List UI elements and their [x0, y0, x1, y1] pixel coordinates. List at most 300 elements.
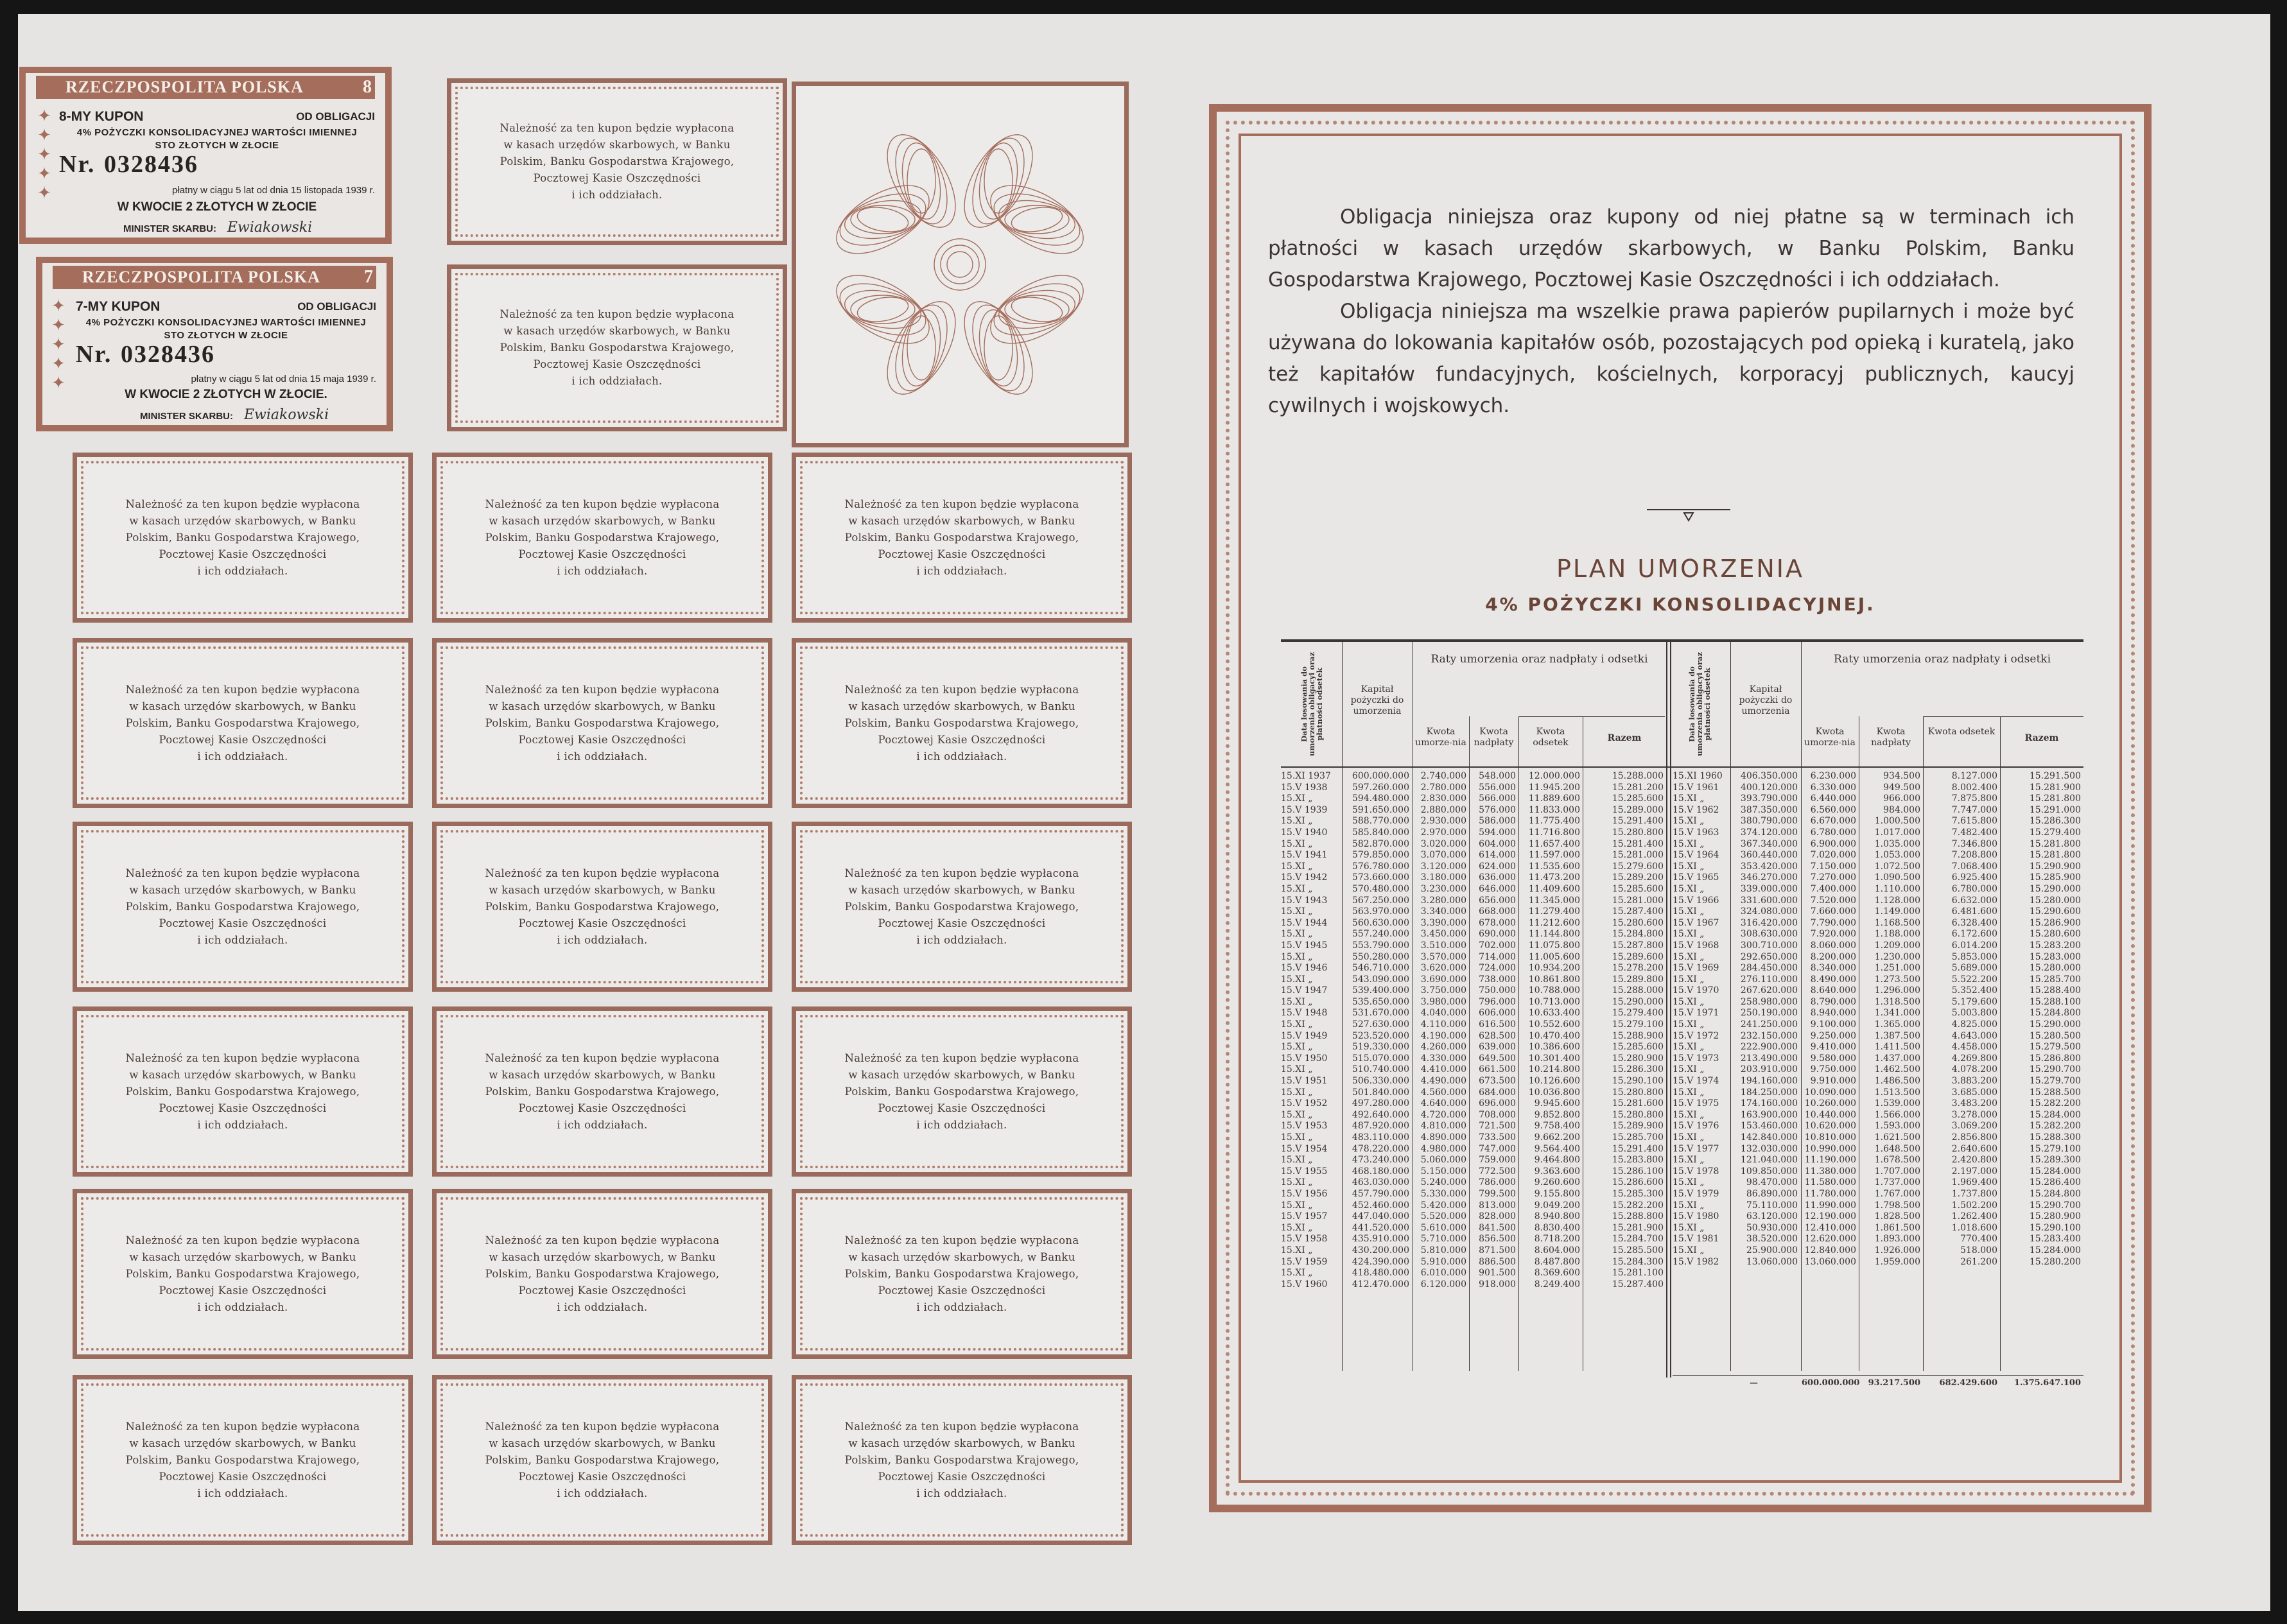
table-cell: 518.000 [1960, 1245, 1997, 1256]
coupon-stub-line: Pocztowej Kasie Oszczędności [878, 1284, 1046, 1297]
table-cell: 9.945.600 [1534, 1098, 1580, 1109]
table-cell: 4.490.000 [1420, 1076, 1466, 1087]
table-cell: 15.280.000 [2029, 963, 2081, 974]
table-cell: 934.500 [1883, 771, 1920, 781]
table-cell: 7.875.800 [1951, 793, 1997, 804]
table-cell: 463.030.000 [1352, 1177, 1409, 1188]
table-cell: 1.737.000 [1874, 1177, 1920, 1188]
col-left-odsetki [1519, 771, 1580, 1290]
coupon-stub [432, 638, 772, 808]
table-cell: 15.289.800 [1612, 974, 1664, 985]
table-cell: 10.214.800 [1528, 1064, 1580, 1075]
header-razem: Razem [1607, 733, 1642, 743]
table-cell: 15.281.000 [1612, 850, 1664, 861]
coupon-stub-text [437, 865, 768, 949]
table-cell: 15.XI „ [1281, 951, 1313, 962]
table-cell: 616.500 [1479, 1019, 1516, 1030]
guilloche-ornament [792, 82, 1129, 447]
header-raty: Raty umorzenia oraz nadpłaty i odsetki [1430, 653, 1648, 666]
table-cell: 284.450.000 [1740, 963, 1798, 974]
table-cell: 222.900.000 [1740, 1042, 1798, 1053]
table-cell: 15.V 1981 [1673, 1234, 1719, 1245]
table-cell: 15.V 1944 [1281, 917, 1328, 928]
coupon-stub [73, 1189, 413, 1359]
table-cell: 15.V 1964 [1673, 850, 1719, 861]
table-cell: 406.350.000 [1740, 771, 1798, 781]
coupon-stub-line: Polskim, Banku Gospodarstwa Krajowego, [844, 900, 1079, 913]
coupon-stub-line: Pocztowej Kasie Oszczędności [159, 733, 327, 746]
coupon-stub-line: Polskim, Banku Gospodarstwa Krajowego, [844, 716, 1079, 729]
table-cell: 708.000 [1479, 1109, 1516, 1120]
coupon-stub-line: i ich oddziałach. [571, 189, 663, 201]
table-cell: 492.640.000 [1352, 1109, 1409, 1120]
table-cell: 15.V 1974 [1673, 1076, 1719, 1087]
table-cell: 2.420.800 [1951, 1155, 1997, 1166]
table-cell: 770.400 [1960, 1234, 1997, 1245]
coupon-stub-line: Należność za ten kupon będzie wypłacona [125, 1234, 360, 1247]
table-cell: 15.XI „ [1281, 838, 1313, 849]
table-cell: 10.810.000 [1804, 1132, 1856, 1143]
coupon-stub-line: i ich oddziałach. [197, 564, 288, 577]
coupon-stub-line: Pocztowej Kasie Oszczędności [159, 917, 327, 929]
table-cell: 5.520.000 [1420, 1211, 1466, 1222]
table-cell: 15.280.900 [2029, 1211, 2081, 1222]
table-cell: 15.V 1950 [1281, 1053, 1328, 1064]
table-cell: 267.620.000 [1740, 985, 1798, 996]
table-cell: 1.018.600 [1951, 1222, 1997, 1233]
coupon-stub-line: Należność za ten kupon będzie wypłacona [125, 1051, 360, 1064]
table-cell: 11.889.600 [1528, 793, 1580, 804]
table-cell: 4.640.000 [1420, 1098, 1466, 1109]
table-cell: 15.XI „ [1673, 1109, 1705, 1120]
ornament-left: ✦ ✦ ✦ ✦ ✦ [37, 107, 51, 203]
table-cell: 15.XI „ [1673, 996, 1705, 1007]
coupon-stub-line: i ich oddziałach. [197, 1300, 288, 1313]
table-cell: 523.520.000 [1352, 1030, 1409, 1041]
table-cell: 10.126.600 [1528, 1076, 1580, 1087]
table-cell: 15.279.500 [2029, 1042, 2081, 1053]
table-cell: 15.284.800 [2029, 1008, 2081, 1019]
table-cell: 12.840.000 [1804, 1245, 1856, 1256]
coupon-stub-line: Pocztowej Kasie Oszczędności [878, 1101, 1046, 1114]
table-cell: 142.840.000 [1740, 1132, 1798, 1143]
table-cell: 1.251.000 [1874, 963, 1920, 974]
table-cell: 9.464.800 [1534, 1155, 1580, 1166]
header-kwota-nadplaty: Kwota nadpłaty [1871, 727, 1911, 748]
table-cell: 4.643.000 [1951, 1030, 1997, 1041]
table-cell: 5.910.000 [1420, 1256, 1466, 1267]
coupon-stub-line: i ich oddziałach. [557, 564, 648, 577]
coupon-stub-line: Polskim, Banku Gospodarstwa Krajowego, [125, 900, 360, 913]
table-cell: 6.670.000 [1810, 816, 1856, 827]
table-cell: 10.788.000 [1528, 985, 1580, 996]
table-cell: 15.280.600 [1612, 917, 1664, 928]
table-cell: 15.XI „ [1281, 816, 1313, 827]
coupon-stub-line: i ich oddziałach. [197, 1118, 288, 1131]
table-cell: 11.473.200 [1528, 872, 1580, 883]
table-cell: 258.980.000 [1740, 996, 1798, 1007]
table-cell: 5.522.200 [1951, 974, 1997, 985]
coupon-stub [792, 638, 1132, 808]
coupon-stub-line: Polskim, Banku Gospodarstwa Krajowego, [485, 900, 720, 913]
table-cell: 2.640.600 [1951, 1143, 1997, 1154]
table-cell: 15.V 1965 [1673, 872, 1719, 883]
table-cell: 11.945.200 [1528, 782, 1580, 793]
table-cell: 15.285.300 [1612, 1188, 1664, 1199]
coupon-stub-line: w kasach urzędów skarbowych, w Banku [129, 1437, 356, 1449]
table-cell: 4.269.800 [1951, 1053, 1997, 1064]
table-cell: 3.120.000 [1420, 861, 1466, 872]
table-cell: 510.740.000 [1352, 1064, 1409, 1075]
col-right-nadplaty [1859, 771, 1920, 1268]
table-cell: 15.V 1946 [1281, 963, 1328, 974]
table-cell: 8.604.000 [1534, 1245, 1580, 1256]
table-cell: 3.980.000 [1420, 996, 1466, 1007]
table-cell: 15.V 1954 [1281, 1143, 1328, 1154]
table-cell: 7.747.000 [1951, 804, 1997, 815]
table-cell: 11.005.600 [1528, 951, 1580, 962]
table-cell: 1.273.500 [1874, 974, 1920, 985]
header-kwota-umorzenia: Kwota umorze-nia [1804, 727, 1856, 748]
table-cell: 3.883.200 [1951, 1076, 1997, 1087]
table-cell: 15.XI 1937 [1281, 771, 1331, 781]
bond-terms [1268, 202, 2074, 422]
table-cell: 435.910.000 [1352, 1234, 1409, 1245]
coupon-stub-text [451, 120, 783, 203]
table-cell: 1.926.000 [1874, 1245, 1920, 1256]
table-cell: 684.000 [1479, 1087, 1516, 1098]
table-cell: 702.000 [1479, 940, 1516, 951]
table-cell: 457.790.000 [1352, 1188, 1409, 1199]
table-cell: 8.830.400 [1534, 1222, 1580, 1233]
coupon-stub [792, 1189, 1132, 1359]
table-cell: 1.621.500 [1874, 1132, 1920, 1143]
table-cell: 15.283.000 [2029, 951, 2081, 962]
table-cell: 13.060.000 [1804, 1256, 1856, 1267]
table-cell: 478.220.000 [1352, 1143, 1409, 1154]
table-cell: 733.500 [1479, 1132, 1516, 1143]
coupon-stub [432, 822, 772, 992]
table-cell: 11.409.600 [1528, 883, 1580, 894]
table-cell: 856.500 [1479, 1234, 1516, 1245]
table-cell: 567.250.000 [1352, 895, 1409, 906]
table-cell: 15.XI „ [1673, 1042, 1705, 1053]
guilloche-icon [796, 86, 1124, 443]
table-cell: 15.286.300 [2029, 816, 2081, 827]
table-cell: 15.279.100 [1612, 1019, 1664, 1030]
table-cell: 15.288.100 [2029, 996, 2081, 1007]
table-cell: 668.000 [1479, 906, 1516, 917]
table-cell: 15.XI „ [1673, 1132, 1705, 1143]
table-cell: 15.V 1973 [1673, 1053, 1719, 1064]
table-cell: 300.710.000 [1740, 940, 1798, 951]
table-cell: 15.281.800 [2029, 838, 2081, 849]
table-cell: 6.925.400 [1951, 872, 1997, 883]
table-cell: 714.000 [1479, 951, 1516, 962]
table-cell: 15.288.400 [2029, 985, 2081, 996]
table-cell: 15.XI „ [1281, 1268, 1313, 1279]
table-cell: 184.250.000 [1740, 1087, 1798, 1098]
table-cell: 11.990.000 [1804, 1200, 1856, 1211]
table-cell: 5.420.000 [1420, 1200, 1466, 1211]
table-cell: 1.053.000 [1874, 850, 1920, 861]
table-cell: 1.437.000 [1874, 1053, 1920, 1064]
table-cell: 10.470.400 [1528, 1030, 1580, 1041]
table-cell: 15.V 1962 [1673, 804, 1719, 815]
table-cell: 15.XI „ [1673, 951, 1705, 962]
table-cell: 8.718.200 [1534, 1234, 1580, 1245]
coupon-right-label: OD OBLIGACJI [296, 110, 375, 123]
table-cell: 86.890.000 [1746, 1188, 1798, 1199]
table-cell: 15.289.000 [1612, 804, 1664, 815]
coupon-signature: Ewiakowski [227, 220, 313, 236]
table-cell: 15.V 1970 [1673, 985, 1719, 996]
table-cell: 15.290.100 [1612, 1076, 1664, 1087]
table-cell: 15.286.400 [2029, 1177, 2081, 1188]
table-cell: 9.852.800 [1534, 1109, 1580, 1120]
table-cell: 5.610.000 [1420, 1222, 1466, 1233]
coupon-stub-line: w kasach urzędów skarbowych, w Banku [848, 700, 1075, 713]
coupon-stub [73, 1375, 413, 1545]
coupon-stub-text [77, 1419, 408, 1502]
table-cell: 15.V 1978 [1673, 1166, 1719, 1177]
table-cell: 15.290.700 [2029, 1064, 2081, 1075]
table-cell: 3.690.000 [1420, 974, 1466, 985]
table-cell: 796.000 [1479, 996, 1516, 1007]
coupon-stub-line: Polskim, Banku Gospodarstwa Krajowego, [125, 1085, 360, 1098]
table-cell: 11.833.000 [1528, 804, 1580, 815]
table-cell: 353.420.000 [1740, 861, 1798, 872]
table-cell: 7.660.000 [1810, 906, 1856, 917]
table-cell: 15.285.500 [1612, 1245, 1664, 1256]
coupon-nr-value: 0328436 [104, 151, 198, 178]
coupon-line2: STO ZŁOTYCH W ZŁOCIE [155, 140, 279, 151]
coupon-stub-line: Pocztowej Kasie Oszczędności [159, 1284, 327, 1297]
table-cell: 15.XI „ [1281, 1042, 1313, 1053]
table-cell: 15.XI „ [1673, 906, 1705, 917]
table-cell: 9.260.600 [1534, 1177, 1580, 1188]
coupon-stub-line: w kasach urzędów skarbowych, w Banku [489, 1068, 716, 1081]
coupon-stub-line: i ich oddziałach. [571, 375, 663, 387]
table-cell: 1.648.500 [1874, 1143, 1920, 1154]
table-cell: 15.V 1959 [1281, 1256, 1328, 1267]
table-cell: 2.197.000 [1951, 1166, 1997, 1177]
table-cell: 10.386.600 [1528, 1042, 1580, 1053]
table-cell: 15.XI „ [1281, 883, 1313, 894]
table-cell: 9.250.000 [1810, 1030, 1856, 1041]
table-cell: 6.560.000 [1810, 804, 1856, 815]
table-cell: 15.XI „ [1673, 838, 1705, 849]
table-cell: 9.564.400 [1534, 1143, 1580, 1154]
coupon-line1: 4% POŻYCZKI KONSOLIDACYJNEJ WARTOŚCI IMIENNEJ [85, 317, 367, 328]
table-cell: 473.240.000 [1352, 1155, 1409, 1166]
coupon-stub-line: Polskim, Banku Gospodarstwa Krajowego, [125, 1453, 360, 1466]
coupon-stub [73, 822, 413, 992]
table-cell: 261.200 [1960, 1256, 1997, 1267]
table-cell: 10.440.000 [1804, 1109, 1856, 1120]
table-cell: 15.286.300 [1612, 1064, 1664, 1075]
table-cell: 25.900.000 [1746, 1245, 1798, 1256]
table-cell: 15.V 1967 [1673, 917, 1719, 928]
col-right-dates [1673, 771, 1729, 1268]
table-cell: 8.060.000 [1810, 940, 1856, 951]
col-right-umorzenia [1802, 771, 1856, 1268]
table-cell: 506.330.000 [1352, 1076, 1409, 1087]
table-cell: 576.780.000 [1352, 861, 1409, 872]
coupon-stub-line: Należność za ten kupon będzie wypłacona [844, 867, 1079, 879]
table-cell: 468.180.000 [1352, 1166, 1409, 1177]
table-cell: 15.281.600 [1612, 1098, 1664, 1109]
table-cell: 1.262.400 [1951, 1211, 1997, 1222]
table-cell: 15.281.900 [2029, 782, 2081, 793]
table-cell: 10.934.200 [1528, 963, 1580, 974]
table-cell: 3.620.000 [1420, 963, 1466, 974]
coupon-stub-text [77, 496, 408, 580]
table-cell: 10.090.000 [1804, 1087, 1856, 1098]
table-cell: 1.737.800 [1951, 1188, 1997, 1199]
table-cell: 400.120.000 [1740, 782, 1798, 793]
coupon-stub [73, 638, 413, 808]
coupon-stub-line: w kasach urzędów skarbowych, w Banku [503, 325, 731, 337]
coupon-stub-line: i ich oddziałach. [916, 1118, 1007, 1131]
table-cell: 901.500 [1479, 1268, 1516, 1279]
table-cell: 9.758.400 [1534, 1121, 1580, 1132]
coupon-stub-line: w kasach urzędów skarbowych, w Banku [489, 514, 716, 527]
table-cell: 4.458.000 [1951, 1042, 1997, 1053]
table-cell: 9.750.000 [1810, 1064, 1856, 1075]
table-cell: 7.020.000 [1810, 850, 1856, 861]
coupon-stub-line: Polskim, Banku Gospodarstwa Krajowego, [844, 1267, 1079, 1280]
table-cell: 15.V 1969 [1673, 963, 1719, 974]
coupon-stub-text [77, 1050, 408, 1134]
table-cell: 3.230.000 [1420, 883, 1466, 894]
table-cell: 7.482.400 [1951, 827, 1997, 838]
table-cell: 563.970.000 [1352, 906, 1409, 917]
table-cell: 5.060.000 [1420, 1155, 1466, 1166]
table-cell: 7.270.000 [1810, 872, 1856, 883]
table-cell: 15.V 1941 [1281, 850, 1328, 861]
coupon-right-label: OD OBLIGACJI [297, 300, 376, 313]
table-cell: 6.014.200 [1951, 940, 1997, 951]
table-cell: 15.281.200 [1612, 782, 1664, 793]
coupon-signature-label: MINISTER SKARBU: [123, 223, 216, 234]
table-cell: 10.620.000 [1804, 1121, 1856, 1132]
table-cell: 412.470.000 [1352, 1279, 1409, 1290]
table-cell: 673.500 [1479, 1076, 1516, 1087]
coupon-stub [792, 822, 1132, 992]
table-cell: 1.893.000 [1874, 1234, 1920, 1245]
divider-icon [1647, 508, 1730, 523]
coupon-nr-value: 0328436 [121, 341, 215, 368]
coupon-stub [432, 1375, 772, 1545]
table-cell: 13.060.000 [1746, 1256, 1798, 1267]
coupon-stub-line: i ich oddziałach. [557, 1118, 648, 1131]
table-cell: 15.280.800 [1612, 1109, 1664, 1120]
coupon-amount: W KWOCIE 2 ZŁOTYCH W ZŁOCIE [117, 200, 317, 214]
table-cell: 2.856.800 [1951, 1132, 1997, 1143]
coupon-stub-text [437, 496, 768, 580]
table-cell: 624.000 [1479, 861, 1516, 872]
table-cell: 4.810.000 [1420, 1121, 1466, 1132]
table-cell: 7.400.000 [1810, 883, 1856, 894]
table-cell: 2.740.000 [1420, 771, 1466, 781]
table-cell: 15.289.200 [1612, 872, 1664, 883]
table-cell: 548.000 [1479, 771, 1516, 781]
coupon-8 [19, 67, 392, 244]
coupon-stub-line: i ich oddziałach. [197, 1487, 288, 1499]
coupon-stub-line: i ich oddziałach. [916, 933, 1007, 946]
table-cell: 1.678.500 [1874, 1155, 1920, 1166]
coupon-stub-line: w kasach urzędów skarbowych, w Banku [129, 514, 356, 527]
table-cell: 15.280.900 [1612, 1053, 1664, 1064]
table-cell: 588.770.000 [1352, 816, 1409, 827]
header-raty: Raty umorzenia oraz nadpłaty i odsetki [1833, 653, 2051, 666]
table-cell: 308.630.000 [1740, 929, 1798, 940]
table-cell: 1.072.500 [1874, 861, 1920, 872]
coupon-stub-line: Należność za ten kupon będzie wypłacona [485, 867, 720, 879]
table-cell: 15.278.200 [1612, 963, 1664, 974]
table-cell: 15.288.800 [1612, 1211, 1664, 1222]
table-cell: 15.289.900 [1612, 1121, 1664, 1132]
coupon-stub-line: Pocztowej Kasie Oszczędności [159, 1101, 327, 1114]
table-cell: 5.330.000 [1420, 1188, 1466, 1199]
table-cell: 194.160.000 [1740, 1076, 1798, 1087]
coupon-stub-line: Pocztowej Kasie Oszczędności [159, 1470, 327, 1483]
coupon-title: 7-MY KUPON [76, 299, 161, 314]
redemption-table [1281, 639, 2096, 1397]
table-cell: 109.850.000 [1740, 1166, 1798, 1177]
table-cell: 15.289.600 [1612, 951, 1664, 962]
table-cell: 1.593.000 [1874, 1121, 1920, 1132]
table-cell: 15.V 1948 [1281, 1008, 1328, 1019]
table-cell: 2.780.000 [1420, 782, 1466, 793]
table-cell: 1.513.500 [1874, 1087, 1920, 1098]
table-cell: 15.281.100 [1612, 1268, 1664, 1279]
table-cell: 393.790.000 [1740, 793, 1798, 804]
coupon-stub-text [77, 682, 408, 765]
coupon-signature: Ewiakowski [244, 407, 329, 423]
table-cell: 15.V 1958 [1281, 1234, 1328, 1245]
coupon-stub-line: Należność za ten kupon będzie wypłacona [485, 1234, 720, 1247]
table-cell: 871.500 [1479, 1245, 1516, 1256]
table-cell: 15.V 1951 [1281, 1076, 1328, 1087]
table-cell: 15.V 1956 [1281, 1188, 1328, 1199]
table-cell: 1.090.500 [1874, 872, 1920, 883]
coupon-7 [36, 257, 393, 431]
table-cell: 8.790.000 [1810, 996, 1856, 1007]
table-cell: 15.285.600 [1612, 883, 1664, 894]
table-cell: 12.410.000 [1804, 1222, 1856, 1233]
col-right-razem [2001, 771, 2081, 1268]
coupon-nr-label: Nr. [76, 341, 112, 368]
table-cell: 1.168.500 [1874, 917, 1920, 928]
table-cell: 656.000 [1479, 895, 1516, 906]
table-cell: 15.286.100 [1612, 1166, 1664, 1177]
coupon-stub [792, 1006, 1132, 1177]
table-cell: 15.XI „ [1673, 1064, 1705, 1075]
table-cell: 813.000 [1479, 1200, 1516, 1211]
table-cell: 1.387.500 [1874, 1030, 1920, 1041]
table-cell: 7.150.000 [1810, 861, 1856, 872]
table-cell: 15.281.800 [2029, 793, 2081, 804]
table-cell: 628.500 [1479, 1030, 1516, 1041]
table-cell: 8.940.000 [1810, 1008, 1856, 1019]
table-cell: 8.490.000 [1810, 974, 1856, 985]
table-cell: 15.280.800 [1612, 827, 1664, 838]
table-cell: 15.XI „ [1281, 1245, 1313, 1256]
coupon-stub-line: i ich oddziałach. [197, 933, 288, 946]
table-cell: 606.000 [1479, 1008, 1516, 1019]
